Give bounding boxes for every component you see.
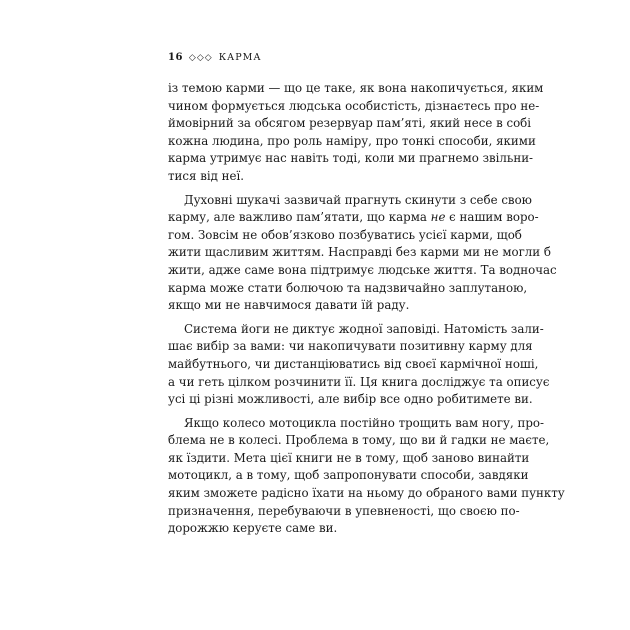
text-line: Духовні шукачі зазвичай прагнуть скинути з себе свою (184, 192, 532, 207)
text-line: яким зможете радісно їхати на ньому до обраного вами пункту (168, 486, 565, 501)
body-text (168, 80, 565, 538)
paragraph-4 (168, 415, 565, 538)
paragraph-1 (168, 80, 544, 186)
running-head (168, 52, 262, 63)
text-line: із темою карми — що це таке, як вона накопичується, яким (168, 81, 544, 95)
text-line: ймовірний за обсягом резервуар пам’яті, який несе в собі (168, 116, 532, 131)
text-line: жити, адже саме вона підтримує людське життя. Та водночас (168, 262, 557, 277)
text-line: карму, але важливо пам’ятати, що карма не є нашим воро- (168, 210, 539, 225)
text-line: кожна людина, про роль наміру, про тонкі способи, якими (168, 133, 536, 148)
text-line: Система йоги не диктує жодної заповіді. Натомість зали- (184, 321, 544, 336)
paragraph-3 (168, 321, 550, 409)
text-line: карма утримує нас навіть тоді, коли ми прагнемо звільни- (168, 151, 534, 166)
text-line: Якщо колесо мотоцикла постійно трощить вам ногу, про- (184, 415, 544, 430)
text-line: майбутнього, чи дистанціюватись від своєї кармічної ноші, (168, 356, 539, 371)
text-line: шає вибір за вами: чи накопичувати позитивну карму для (168, 339, 533, 354)
page-number: 16 (168, 52, 183, 63)
text-line: карма може стати болючою та надзвичайно заплутаною, (168, 280, 528, 295)
text-line: якщо ми не навчимося давати їй раду. (168, 298, 410, 313)
text-line: призначення, перебуваючи в упевненості, що своєю по- (168, 503, 520, 518)
text-line: а чи геть цілком розчинити її. Ця книга досліджує та описує (168, 374, 550, 389)
ornament-diamonds: ◇◇◇ (188, 52, 213, 63)
text-line: блема не в колесі. Проблема в тому, що ви й гадки не маєте, (168, 433, 550, 448)
emphasis: не (430, 210, 446, 225)
text-line: чином формується людська особистість, дізнаєтесь про не- (168, 98, 540, 113)
text-line: усі ці різні можливості, але вибір все одно робитимете ви. (168, 392, 533, 407)
text-line: тися від неї. (168, 168, 244, 183)
text-line: мотоцикл, а в тому, щоб запропонувати способи, завдяки (168, 468, 529, 483)
text-line: дорожжю керуєте саме ви. (168, 521, 338, 536)
paragraph-2 (168, 192, 557, 315)
text-line: гом. Зовсім не обов’язково позбуватись усієї карми, щоб (168, 227, 522, 242)
text-line: жити щасливим життям. Насправді без карми ми не могли б (168, 245, 552, 260)
text-line: як їздити. Мета цієї книги не в тому, щоб заново винайти (168, 450, 530, 465)
section-title: КАРМА (218, 52, 262, 63)
